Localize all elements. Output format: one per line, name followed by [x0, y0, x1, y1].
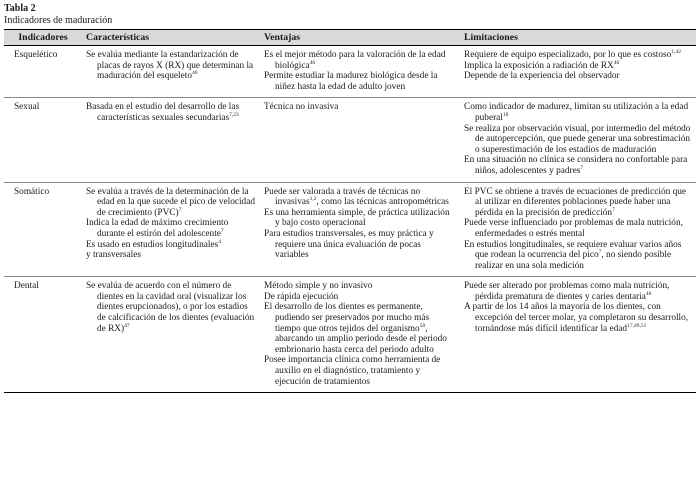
item-text: Se evalúa mediante la estandarización de placas de rayos X (RX) que determinan la maduración del esqueleto — [86, 50, 254, 82]
characteristics-item — [86, 281, 256, 334]
item-text: Puede ser valorada a través de técnicas no invasivas — [264, 186, 421, 208]
item-text: De rápida ejecución — [264, 291, 339, 302]
item-text-continued: , abarcando un amplio periodo desde el periodo embrionario hasta cerca del periodo adulto — [275, 323, 447, 355]
limitations-item — [464, 281, 692, 302]
advantages-item — [264, 292, 456, 303]
limitations-item — [464, 50, 692, 61]
reference-superscript: 17,49,51 — [627, 322, 647, 329]
reference-superscript: 4 — [218, 238, 221, 245]
limitations-item — [464, 71, 692, 82]
characteristics-cell — [82, 182, 260, 277]
characteristics-cell — [82, 98, 260, 182]
limitations-item — [464, 218, 692, 239]
reference-superscript: 7 — [598, 249, 602, 255]
reference-superscript: 7 — [220, 227, 224, 234]
table-row — [4, 277, 696, 393]
limitations-item — [464, 155, 692, 176]
reference-superscript: 47 — [124, 322, 130, 329]
item-text: El PVC se obtiene a través de ecuaciones de predicción que al utilizar en diferentes poblaciones puede haber una pérdida en la precisión de predicción — [464, 186, 687, 218]
advantages-item — [264, 355, 456, 387]
reference-superscript: 7 — [612, 206, 615, 213]
item-text: El desarrollo de los dientes es permanente, pudiendo ser preservados por mucho más tiempo que otros tejidos del organismo — [264, 302, 430, 334]
advantages-item — [264, 229, 456, 261]
item-text: y transversales — [86, 250, 141, 261]
item-text: Es el mejor método para la valoración de la edad biológica — [264, 50, 446, 71]
header-indicadores: Indicadores — [4, 30, 82, 46]
limitations-item — [464, 187, 692, 219]
reference-superscript: 1,2 — [309, 196, 317, 203]
item-text: Se evalúa de acuerdo con el número de dientes en la cavidad oral (visualizar los dientes erupcionados), o por los estadios de calcificación de los dientes (evaluación de RX) — [86, 281, 255, 334]
characteristics-item — [86, 187, 256, 219]
table-header-row — [4, 30, 696, 46]
reference-superscript: 46 — [309, 59, 316, 66]
item-text: Como indicador de madurez, limitan su utilización a la edad puberal — [464, 102, 689, 123]
advantages-item — [264, 71, 456, 92]
header-ventajas: Ventajas — [260, 30, 460, 46]
item-text: Depende de la experiencia del observador — [464, 71, 620, 82]
reference-superscript: 1,42 — [671, 48, 681, 55]
characteristics-item — [86, 102, 256, 123]
table-row — [4, 98, 696, 182]
item-text-continued: , no siendo posible realizar en una sola medición — [475, 250, 672, 271]
limitations-item — [464, 124, 692, 156]
indicator-cell: Esquelético — [14, 50, 58, 60]
item-text: Puede verse influenciado por problemas de mala nutrición, enfermedades o estrés mental — [464, 218, 683, 239]
advantages-item — [264, 102, 456, 113]
item-text: Basada en el estudio del desarrollo de las características sexuales secundarias — [86, 102, 240, 123]
indicator-cell: Sexual — [4, 98, 82, 182]
indicator-cell: Dental — [4, 277, 82, 393]
advantages-cell — [260, 277, 460, 393]
item-text: Es usado en estudios longitudinales — [86, 239, 219, 250]
item-text: Se realiza por observación visual, por intermedio del método de autopercepción, que puede generar una sobrestimación o superestimación de los estadios de maduración — [464, 123, 691, 155]
item-text: Posee importancia clínica como herramienta de auxilio en el diagnóstico, tratamiento y ejecución de tratamientos — [264, 355, 441, 387]
table-row — [4, 46, 696, 98]
item-text: Es una herramienta simple, de práctica utilización y bajo costo operacional — [264, 207, 450, 229]
reference-superscript: 7,23 — [229, 111, 239, 118]
reference-superscript: 18 — [502, 111, 509, 118]
characteristics-cell — [82, 46, 260, 98]
limitations-item — [464, 302, 692, 334]
item-text: A partir de los 14 años la mayoría de los dientes, con excepción del tercer molar, ya completaron su desarrollo, tornándose más difícil identificar la edad — [464, 302, 689, 334]
advantages-item — [264, 281, 456, 292]
advantages-cell — [260, 98, 460, 182]
advantages-cell — [260, 182, 460, 277]
reference-superscript: 50 — [419, 322, 426, 329]
advantages-item — [264, 50, 456, 71]
item-text: Método simple y no invasivo — [264, 281, 373, 292]
limitations-cell — [460, 182, 696, 277]
advantages-item — [264, 302, 456, 355]
item-text: Permite estudiar la madurez biológica desde la niñez hasta la edad de adulto joven — [264, 71, 438, 92]
table-label: Tabla 2 — [4, 3, 36, 14]
limitations-item — [464, 61, 692, 72]
limitations-cell — [460, 277, 696, 393]
advantages-item — [264, 187, 456, 208]
header-caracteristicas: Características — [82, 30, 260, 46]
item-text: Puede ser alterado por problemas como mala nutrición, pérdida prematura de dientes y caries dentaria — [464, 281, 670, 302]
limitations-cell — [460, 46, 696, 98]
item-text: En estudios longitudinales, se requiere evaluar varios años que rodean la ocurrencia del pico — [464, 239, 682, 261]
characteristics-item — [86, 240, 256, 251]
advantages-item — [264, 208, 456, 229]
item-text: Indica la edad de máximo crecimiento durante el estirón del adolescente — [86, 218, 229, 239]
item-text: Implica la exposición a radiación de RX — [464, 60, 614, 71]
reference-superscript: 46 — [613, 59, 620, 66]
limitations-cell — [460, 98, 696, 182]
item-text-continued: , como las técnicas antropométricas — [316, 197, 449, 208]
limitations-item — [464, 240, 692, 272]
item-text: En una situación no clínica se considera no confortable para niños, adolescentes y padres — [464, 155, 688, 176]
reference-superscript: 48 — [645, 290, 652, 297]
item-text: Se evalúa a través de la determinación de la edad en la que sucede el pico de velocidad de crecimiento (PVC) — [86, 186, 255, 218]
limitations-item — [464, 102, 692, 123]
item-text: Técnica no invasiva — [264, 102, 339, 113]
table-row — [4, 182, 696, 277]
characteristics-cell — [82, 277, 260, 393]
item-text: Para estudios transversales, es muy práctica y requiere una única evaluación de pocas variables — [264, 228, 434, 261]
maturation-indicators-table — [4, 29, 696, 393]
table-caption: Indicadores de maduración — [4, 15, 113, 26]
advantages-cell — [260, 46, 460, 98]
reference-superscript: 46 — [192, 70, 198, 77]
reference-superscript: 7 — [178, 206, 182, 213]
characteristics-item — [86, 50, 256, 82]
indicator-cell: Somático — [4, 182, 82, 277]
characteristics-item — [86, 218, 256, 239]
reference-superscript: 7 — [580, 164, 584, 171]
header-limitaciones: Limitaciones — [460, 30, 696, 46]
item-text: Requiere de equipo especializado, por lo que es costoso — [464, 50, 672, 60]
characteristics-item — [86, 250, 256, 261]
